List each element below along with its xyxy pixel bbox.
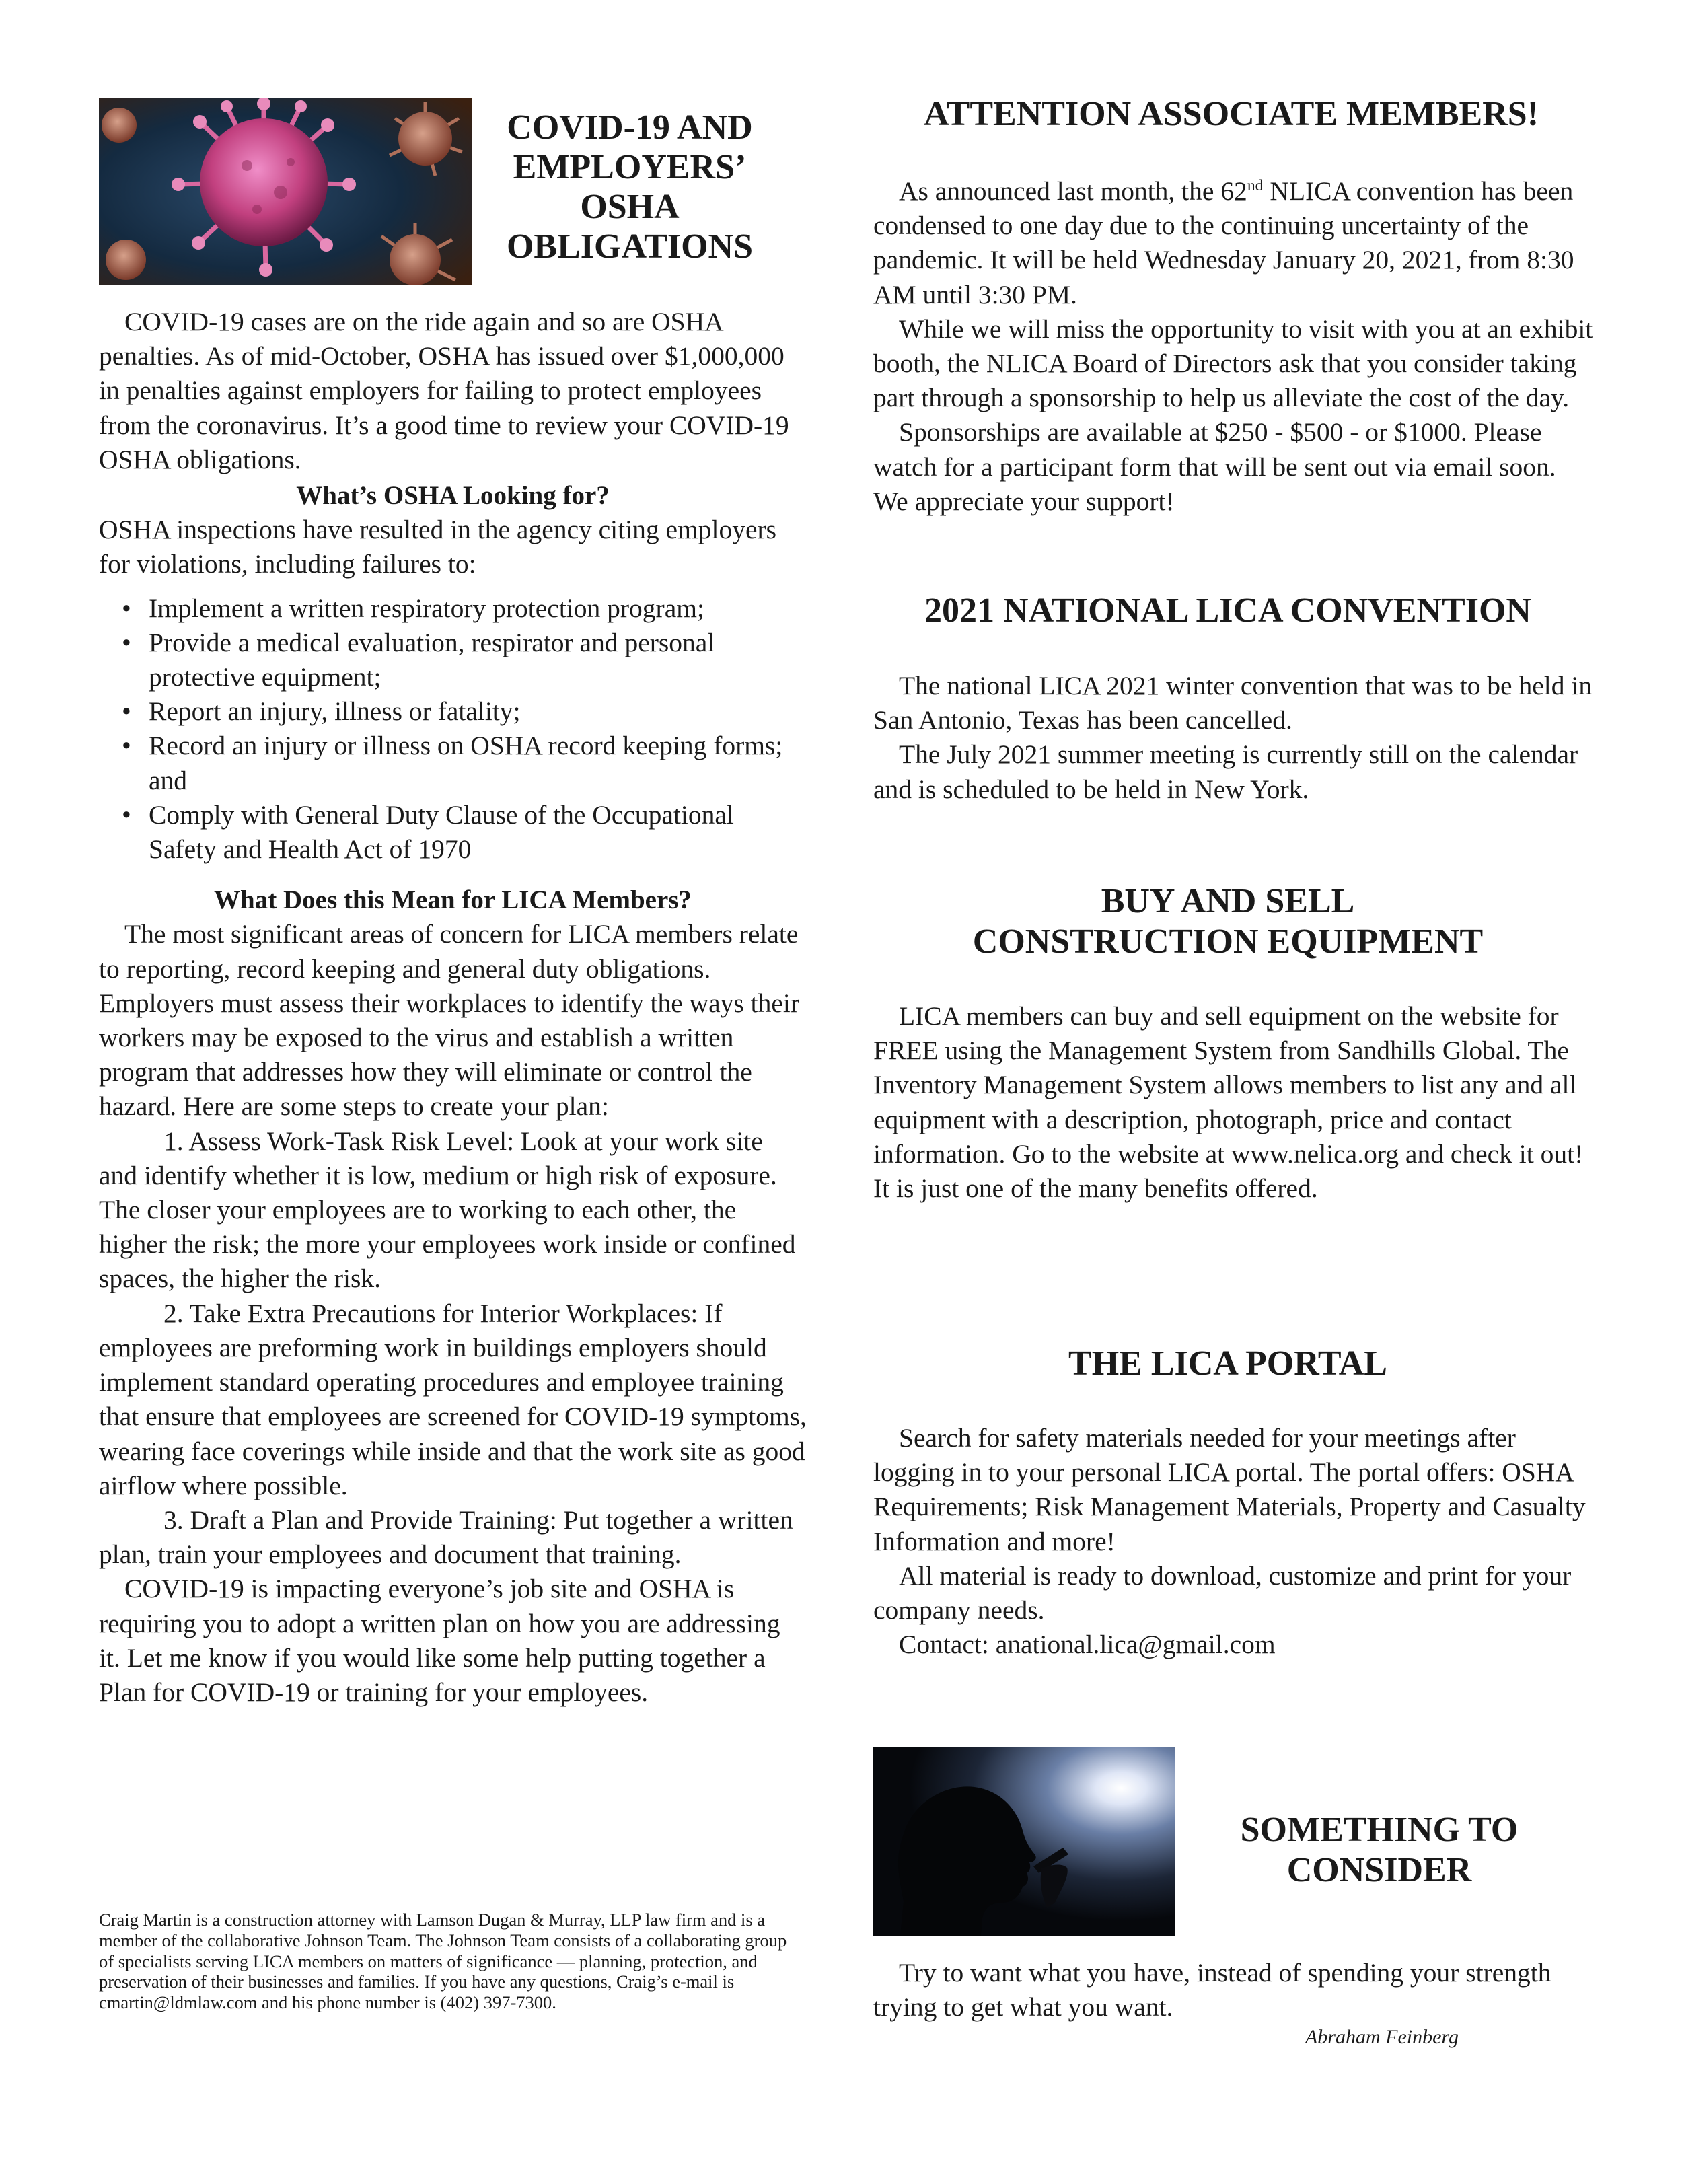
associate-text: As announced last month, the 62 — [899, 176, 1247, 206]
coronavirus-image — [99, 98, 472, 285]
portal-body — [873, 1421, 1593, 1662]
title-line: SOMETHING TO — [1240, 1811, 1519, 1849]
associate-members-title: ATTENTION ASSOCIATE MEMBERS! — [923, 95, 1539, 133]
equipment-title — [868, 881, 1588, 962]
title-line: CONSTRUCTION EQUIPMENT — [972, 922, 1484, 961]
list-item: • Record an injury or illness on OSHA record keeping forms; and — [99, 729, 807, 797]
portal-title: THE LICA PORTAL — [1068, 1344, 1387, 1383]
violations-list — [99, 591, 807, 867]
subhead-lica-members: What Does this Mean for LICA Members? — [214, 885, 692, 915]
author-bio — [99, 1909, 792, 2013]
associate-text: NLICA convention has been condensed to one day due to the continuing uncertainty of the pandemic. It will be held Wednesday January 20, 2021, from 8:30 AM until 3:30 PM. — [873, 176, 1574, 310]
subhead-looking-for: What’s OSHA Looking for? — [296, 481, 610, 511]
bio-text: Craig Martin is a construction attorney with Lamson Dugan & Murray, LLP law firm and is a member of the collaborative Johnson Team. The Johnson Team consists of a collaborating group of specialists serving LICA members on matters of significance — planning, protection, and preservation of their businesses and families. If you have any questions, Craig’s e-mail is cmartin@ldmlaw.com and his phone number is (402) 397-7300. — [99, 1909, 787, 2013]
title-line: OSHA — [580, 188, 680, 226]
portal-paragraph-3: Contact: anational.lica@gmail.com — [899, 1630, 1276, 1660]
silhouette-image — [873, 1747, 1175, 1936]
ordinal-suffix: nd — [1247, 176, 1264, 194]
looking-for-paragraph: OSHA inspections have resulted in the agency citing employers for violations, including failures to: — [99, 515, 777, 579]
convention-paragraph-1: The national LICA 2021 winter convention that was to be held in San Antonio, Texas has been cancelled. — [873, 671, 1593, 735]
quote-text: Try to want what you have, instead of spending your strength trying to get what you want. — [873, 1958, 1551, 2023]
intro-paragraph: COVID-19 cases are on the ride again and so are OSHA penalties. As of mid-October, OSHA has issued over $1,000,000 in penalties against employers for failing to protect employees from the coronavirus. It’s a good time to review your COVID-19 OSHA obligations. — [99, 307, 789, 474]
convention-title: 2021 NATIONAL LICA CONVENTION — [924, 591, 1531, 630]
list-item: • Provide a medical evaluation, respirator and personal protective equipment; — [99, 626, 807, 694]
quote-attribution: Abraham Feinberg — [1305, 2026, 1459, 2048]
covid-article-title — [479, 108, 780, 266]
title-line: BUY AND SELL — [1101, 882, 1355, 920]
meaning-paragraph: The most significant areas of concern for LICA members relate to reporting, record keeping and general duty obligations. Employers must assess their workplaces to identify the ways their workers may be exposed to the virus and establish a written program that addresses how they will eliminate or control the hazard. Here are some steps to create your plan: — [99, 919, 800, 1122]
convention-paragraph-2: The July 2021 summer meeting is currently still on the calendar and is scheduled to be held in New York. — [873, 739, 1578, 804]
list-item: • Comply with General Duty Clause of the Occupational Safety and Health Act of 1970 — [99, 798, 807, 867]
associate-paragraph-1 — [873, 174, 1593, 312]
associate-paragraph-3: Sponsorships are available at $250 - $500 - or $1000. Please watch for a participant form that will be sent out via email soon. We appreciate your support! — [873, 417, 1556, 516]
consider-title — [1191, 1810, 1568, 1891]
list-item: • Implement a written respiratory protection program; — [99, 591, 807, 626]
step-item: 2. Take Extra Precautions for Interior Workplaces: If employees are preforming work in buildings employers should implement standard operating procedures and employee training that ensure that employees are screened for COVID-19 symptoms, wearing face coverings while inside and that the work site as good airflow where possible. — [99, 1298, 807, 1500]
closing-paragraph: COVID-19 is impacting everyone’s job site and OSHA is requiring you to adopt a written plan on how you are addressing it. Let me know if you would like some help putting together a Plan for COVID-19 or training for your employees. — [99, 1574, 780, 1707]
step-item: 3. Draft a Plan and Provide Training: Put together a written plan, train your employees and document that training. — [99, 1504, 793, 1570]
title-line: EMPLOYERS’ — [513, 148, 747, 186]
covid-article-body — [99, 305, 807, 1710]
title-line: CONSIDER — [1286, 1851, 1472, 1889]
equipment-paragraph: LICA members can buy and sell equipment on the website for FREE using the Management System from Sandhills Global. The Inventory Management System allows members to list any and all equipment with a description, photograph, price and contact information. Go to the website at www.nelica.org and check it out! It is just one of the many benefits offered. — [873, 1001, 1584, 1204]
consider-body — [873, 1956, 1593, 2025]
step-item: 1. Assess Work-Task Risk Level: Look at your work site and identify whether it is low, medium or high risk of exposure. The closer your employees are to working to each other, the higher the risk; the more your employees work inside or confined spaces, the higher the risk. — [99, 1126, 796, 1294]
associate-members-body — [873, 174, 1593, 519]
portal-paragraph-1: Search for safety materials needed for your meetings after logging in to your personal LICA portal. The portal offers: OSHA Requirements; Risk Management Materials, Property and Casualty Information and more! — [873, 1423, 1586, 1556]
title-line: COVID-19 AND — [507, 108, 753, 147]
portal-paragraph-2: All material is ready to download, customize and print for your company needs. — [873, 1560, 1572, 1626]
associate-paragraph-2: While we will miss the opportunity to visit with you at an exhibit booth, the NLICA Board of Directors ask that you consider taking part through a sponsorship to help us alleviate the cost of the day. — [873, 314, 1593, 413]
equipment-body — [873, 999, 1593, 1206]
title-line: OBLIGATIONS — [506, 227, 754, 266]
convention-body — [873, 669, 1593, 807]
list-item: • Report an injury, illness or fatality; — [99, 694, 807, 729]
